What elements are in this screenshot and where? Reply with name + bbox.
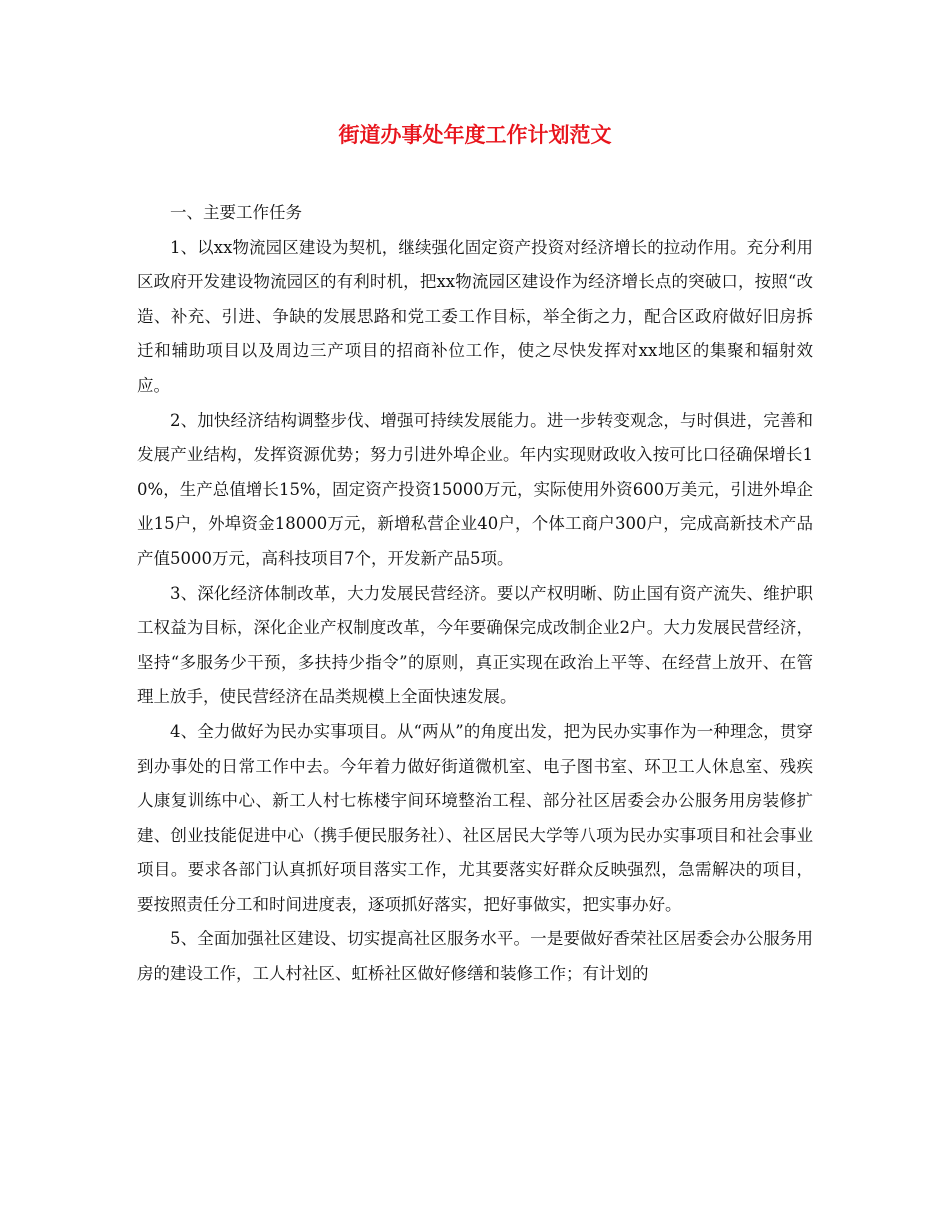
- document-title: 街道办事处年度工作计划范文: [338, 122, 612, 147]
- paragraph-item-4: 4、全力做好为民办实事项目。从“两从”的角度出发，把为民办实事作为一种理念，贯穿到办事处的日常工作中去。今年着力做好街道微机室、电子图书室、环卫工人休息室、残疾人康复训练中心、新工人村七栋楼宇间环境整治工程、部分社区居委会办公服务用房装修扩建、创业技能促进中心（携手便民服务社）、社区居民大学等八项为民办实事项目和社会事业项目。要求各部门认真抓好项目落实工作，尤其要落实好群众反映强烈，急需解决的项目，要按照责任分工和时间进度表，逐项抓好落实，把好事做实，把实事办好。: [137, 721, 813, 914]
- paragraph-item-5: 5、全面加强社区建设、切实提高社区服务水平。一是要做好香荣社区居委会办公服务用房的建设工作，工人村社区、虹桥社区做好修缮和装修工作；有计划的: [137, 929, 813, 984]
- paragraph-item-2: 2、加快经济结构调整步伐、增强可持续发展能力。进一步转变观念，与时俱进，完善和发展产业结构，发挥资源优势；努力引进外埠企业。年内实现财政收入按可比口径确保增长10%，生产总值增长15%，固定资产投资15000万元，实际使用外资600万美元，引进外埠企业15户，外埠资金18000万元，新增私营企业40户，个体工商户300户，完成高新技术产品产值5000万元，高科技项目7个，开发新产品5项。: [137, 410, 813, 568]
- paragraph-item-1: 1、以xx物流园区建设为契机，继续强化固定资产投资对经济增长的拉动作用。充分利用区政府开发建设物流园区的有利时机，把xx物流园区建设作为经济增长点的突破口，按照“改造、补充、引进、争缺的发展思路和党工委工作目标，举全街之力，配合区政府做好旧房拆迁和辅助项目以及周边三产项目的招商补位工作，使之尽快发挥对xx地区的集聚和辐射效应。: [137, 237, 813, 395]
- document-body: [137, 196, 813, 992]
- paragraph-item-3: 3、深化经济体制改革，大力发展民营经济。要以产权明晰、防止国有资产流失、维护职工权益为目标，深化企业产权制度改革，今年要确保完成改制企业2户。大力发展民营经济，坚持“多服务少干预，多扶持少指令”的原则，真正实现在政治上平等、在经营上放开、在管理上放手，使民营经济在品类规模上全面快速发展。: [137, 583, 813, 707]
- section-heading-main-tasks: 一、主要工作任务: [170, 203, 302, 222]
